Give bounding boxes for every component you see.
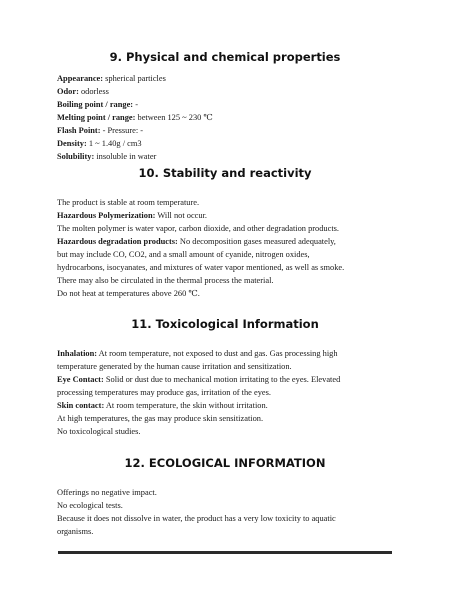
eco-line-1: [57, 487, 437, 498]
stability-line-7: [57, 275, 437, 286]
tox-line-4: [57, 387, 437, 398]
solubility-line: [57, 151, 437, 162]
stability-text-6: hydrocarbons, isocyanates, and mixtures of water vapor mentioned, as well as smoke.: [57, 263, 345, 272]
stability-text-1: The product is stable at room temperature.: [57, 198, 200, 207]
stability-line-3: [57, 223, 437, 234]
stability-label-2: Hazardous Polymerization:: [57, 211, 156, 220]
tox-line-6: [57, 413, 437, 424]
boiling-point-label: Boiling point / range:: [57, 100, 134, 109]
density-label: Density:: [57, 139, 87, 148]
eco-line-4: [57, 526, 437, 537]
footer-divider: [58, 551, 392, 554]
tox-line-1: [57, 348, 437, 359]
tox-text-6: At high temperatures, the gas may produce skin sensitization.: [57, 414, 264, 423]
tox-label-5: Skin contact:: [57, 401, 105, 410]
solubility-label: Solubility:: [57, 152, 95, 161]
density-line: [57, 138, 437, 149]
stability-line-4: [57, 236, 437, 247]
tox-text-5: At room temperature, the skin without irritation.: [104, 401, 268, 410]
odor-label: Odor:: [57, 87, 79, 96]
eco-text-4: organisms.: [57, 527, 94, 536]
tox-line-3: [57, 374, 437, 385]
boiling-point-value: -: [133, 100, 138, 109]
odor-value: odorless: [78, 87, 109, 96]
stability-text-3: The molten polymer is water vapor, carbon dioxide, and other degradation products.: [57, 224, 340, 233]
flash-point-label: Flash Point:: [57, 126, 101, 135]
tox-line-5: [57, 400, 437, 411]
density-value: 1 ~ 1.40g / cm3: [86, 139, 142, 148]
stability-text-4: No decomposition gases measured adequately,: [177, 237, 336, 246]
appearance-value: spherical particles: [103, 74, 166, 83]
tox-text-3: Solid or dust due to mechanical motion irritating to the eyes. Elevated: [103, 375, 341, 384]
melting-point-label: Melting point / range:: [57, 113, 136, 122]
section-12-heading: 12. ECOLOGICAL INFORMATION: [124, 456, 326, 470]
tox-line-2: [57, 361, 437, 372]
eco-text-1: Offerings no negative impact.: [57, 488, 157, 497]
stability-line-5: [57, 249, 437, 260]
appearance-line: [57, 73, 437, 84]
stability-line-2: [57, 210, 437, 221]
section-10-heading: 10. Stability and reactivity: [138, 166, 312, 180]
tox-text-4: processing temperatures may produce gas, irritation of the eyes.: [57, 388, 271, 397]
stability-text-2: Will not occur.: [155, 211, 208, 220]
tox-text-7: No toxicological studies.: [57, 427, 141, 436]
tox-label-3: Eye Contact:: [57, 375, 104, 384]
flash-point-line: [57, 125, 437, 136]
stability-line-1: [57, 197, 437, 208]
section-9-heading: 9. Physical and chemical properties: [109, 50, 341, 64]
appearance-label: Appearance:: [57, 74, 104, 83]
eco-line-2: [57, 500, 437, 511]
stability-line-6: [57, 262, 437, 273]
section-11-heading: 11. Toxicological Information: [131, 317, 319, 331]
tox-line-7: [57, 426, 437, 437]
boiling-point-line: [57, 99, 437, 110]
tox-label-1: Inhalation:: [57, 349, 98, 358]
stability-line-8: [57, 288, 437, 299]
stability-text-5: but may include CO, CO2, and a small amount of cyanide, nitrogen oxides,: [57, 250, 310, 259]
flash-point-value: - Pressure: -: [100, 126, 144, 135]
tox-text-1: At room temperature, not exposed to dust and gas. Gas processing high: [97, 349, 338, 358]
eco-text-3: Because it does not dissolve in water, the product has a very low toxicity to aquatic: [57, 514, 336, 523]
tox-text-2: temperature generated by the human cause irritation and sensitization.: [57, 362, 292, 371]
melting-point-line: [57, 112, 437, 123]
stability-text-8: Do not heat at temperatures above 260 ℃.: [57, 289, 200, 298]
eco-text-2: No ecological tests.: [57, 501, 123, 510]
eco-line-3: [57, 513, 437, 524]
melting-point-value: between 125 ~ 230 ℃: [135, 113, 213, 122]
odor-line: [57, 86, 437, 97]
solubility-value: insoluble in water: [94, 152, 157, 161]
stability-label-4: Hazardous degradation products:: [57, 237, 178, 246]
stability-text-7: There may also be circulated in the thermal process the material.: [57, 276, 274, 285]
